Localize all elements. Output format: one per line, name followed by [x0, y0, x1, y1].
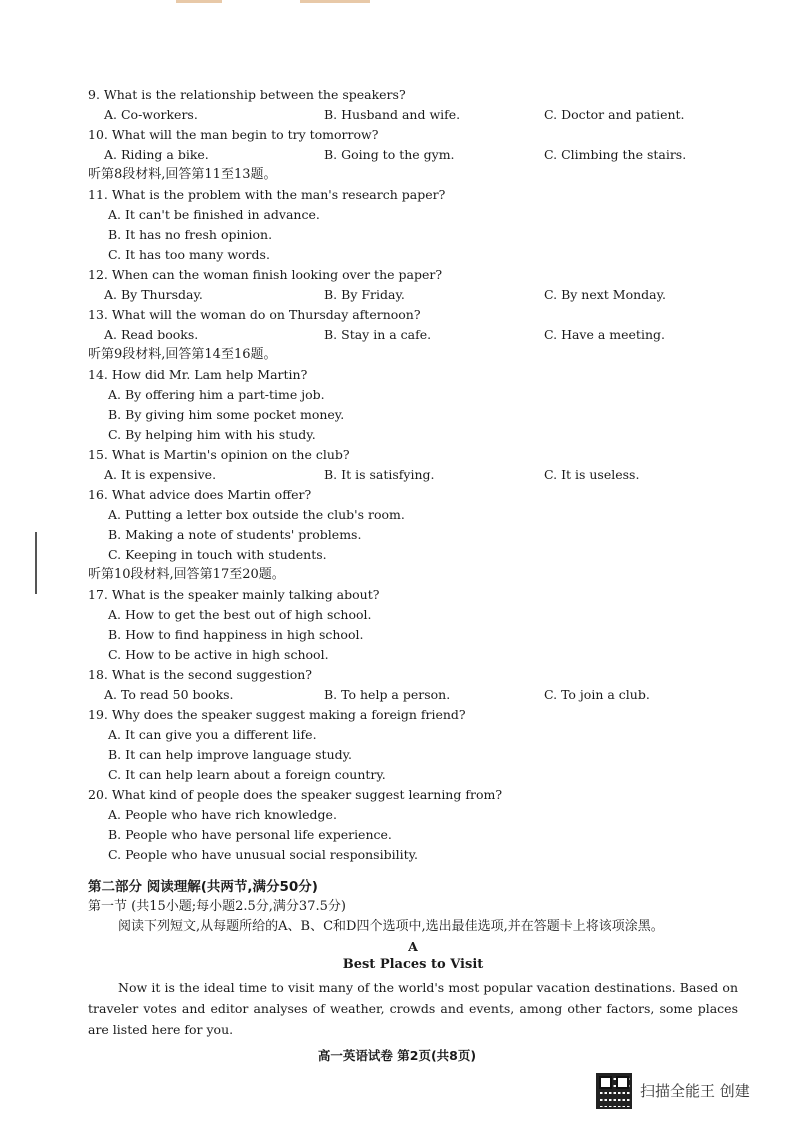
option-c: C. It has too many words. — [108, 247, 270, 262]
question-10: 10. What will the man begin to try tomorrow? — [88, 127, 379, 142]
reading-instructions: 阅读下列短文,从每题所给的A、B、C和D四个选项中,选出最佳选项,并在答题卡上将该项涂黑。 — [118, 919, 664, 934]
question-14: 14. How did Mr. Lam help Martin? — [88, 367, 308, 382]
question-12: 12. When can the woman finish looking over the paper? — [88, 267, 443, 282]
option-b: B. Making a note of students' problems. — [108, 527, 362, 542]
option-a: A. By offering him a part-time job. — [108, 387, 325, 402]
options-15 — [88, 465, 738, 485]
option-a: A. People who have rich knowledge. — [108, 807, 337, 822]
question-11: 11. What is the problem with the man's research paper? — [88, 187, 446, 202]
passage-paragraph: Now it is the ideal time to visit many of the world's most popular vacation destinations. Based on traveler votes and editor analyses of weather, crowds and events, among other factors, some places are listed here for you. — [88, 980, 738, 1037]
question-9: 9. What is the relationship between the speakers? — [88, 87, 406, 102]
option-b: B. Going to the gym. — [324, 147, 455, 162]
scanner-watermark: 扫描全能王 创建 — [640, 1082, 750, 1100]
option-b: B. By giving him some pocket money. — [108, 407, 345, 422]
option-b: B. It is satisfying. — [324, 467, 435, 482]
question-18: 18. What is the second suggestion? — [88, 667, 312, 682]
exam-page — [88, 85, 738, 1040]
question-19: 19. Why does the speaker suggest making a foreign friend? — [88, 707, 466, 722]
option-a: A. Riding a bike. — [104, 147, 209, 162]
margin-line — [35, 532, 37, 594]
option-a: A. How to get the best out of high school. — [108, 607, 372, 622]
section-8-header: 听第8段材料,回答第11至13题。 — [88, 167, 277, 182]
option-a: A. Co-workers. — [104, 107, 198, 122]
page-footer: 高一英语试卷 第2页(共8页) — [317, 1048, 477, 1063]
section-1-title: 第一节 (共15小题;每小题2.5分,满分37.5分) — [88, 899, 346, 914]
part-2-title: 第二部分 阅读理解(共两节,满分50分) — [88, 879, 318, 895]
option-c: C. Have a meeting. — [544, 327, 665, 342]
option-c: C. By next Monday. — [544, 287, 666, 302]
passage-letter: A — [408, 939, 418, 954]
option-b: B. How to find happiness in high school. — [108, 627, 364, 642]
section-10-header: 听第10段材料,回答第17至20题。 — [88, 567, 285, 582]
question-13: 13. What will the woman do on Thursday afternoon? — [88, 307, 421, 322]
option-c: C. It can help learn about a foreign country. — [108, 767, 386, 782]
scan-mark — [176, 0, 222, 3]
option-c: C. It is useless. — [544, 467, 640, 482]
option-a: A. To read 50 books. — [104, 687, 234, 702]
option-c: C. By helping him with his study. — [108, 427, 316, 442]
qr-code-icon — [596, 1073, 632, 1109]
option-c: C. To join a club. — [544, 687, 650, 702]
question-20: 20. What kind of people does the speaker suggest learning from? — [88, 787, 503, 802]
option-b: B. It can help improve language study. — [108, 747, 352, 762]
option-a: A. Read books. — [104, 327, 199, 342]
passage-title: Best Places to Visit — [342, 957, 484, 972]
options-10 — [88, 145, 738, 165]
section-9-header: 听第9段材料,回答第14至16题。 — [88, 347, 277, 362]
option-c: C. Keeping in touch with students. — [108, 547, 327, 562]
question-17: 17. What is the speaker mainly talking about? — [88, 587, 380, 602]
option-b: B. It has no fresh opinion. — [108, 227, 273, 242]
option-a: A. Putting a letter box outside the club's room. — [108, 507, 405, 522]
option-b: B. Husband and wife. — [324, 107, 461, 122]
option-c: C. People who have unusual social responsibility. — [108, 847, 418, 862]
option-c: C. Climbing the stairs. — [544, 147, 687, 162]
option-a: A. It can't be finished in advance. — [108, 207, 320, 222]
question-15: 15. What is Martin's opinion on the club? — [88, 447, 350, 462]
option-c: C. Doctor and patient. — [544, 107, 685, 122]
option-b: B. To help a person. — [324, 687, 451, 702]
options-18 — [88, 685, 738, 705]
option-b: B. Stay in a cafe. — [324, 327, 432, 342]
option-c: C. How to be active in high school. — [108, 647, 329, 662]
question-16: 16. What advice does Martin offer? — [88, 487, 312, 502]
option-a: A. It can give you a different life. — [108, 727, 317, 742]
scan-mark — [300, 0, 370, 3]
option-b: B. People who have personal life experience. — [108, 827, 392, 842]
option-a: A. By Thursday. — [104, 287, 203, 302]
options-12 — [88, 285, 738, 305]
options-13 — [88, 325, 738, 345]
options-9 — [88, 105, 738, 125]
option-b: B. By Friday. — [324, 287, 405, 302]
option-a: A. It is expensive. — [104, 467, 217, 482]
